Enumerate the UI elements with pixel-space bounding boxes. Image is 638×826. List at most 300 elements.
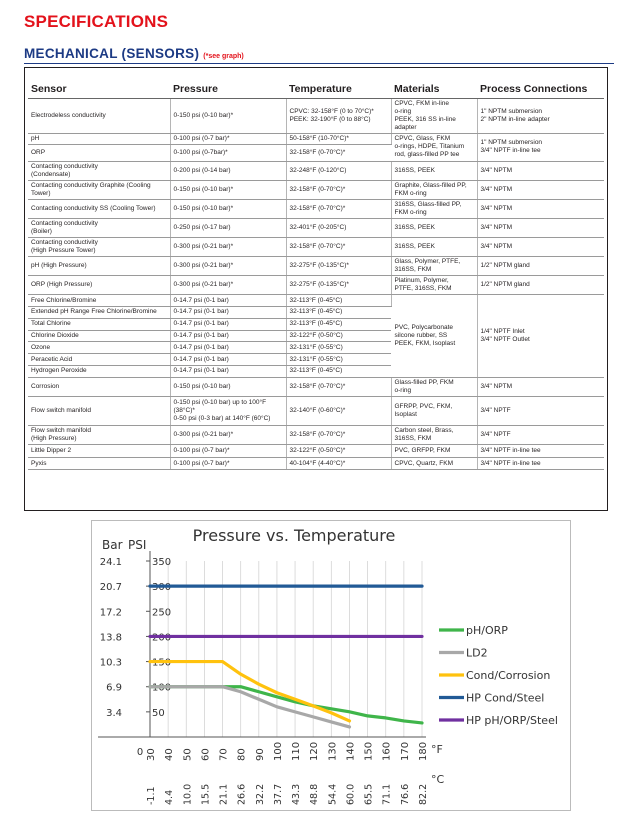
table-row [28, 181, 604, 200]
x-tick-label-f: 70 [218, 748, 230, 761]
y-axis-label-psi: PSI [128, 538, 147, 552]
y-tick-label-bar: 3.4 [106, 707, 122, 719]
chart-legend [439, 624, 558, 727]
pressure-cell-line: 0-300 psi (0-21 bar)* [173, 243, 234, 251]
table-row [28, 133, 604, 145]
sensor-cell-line: Ozone [31, 343, 51, 351]
temperature-cell-line: 32-113°F (0-45°C) [289, 296, 343, 304]
pressure-cell-line: 0-100 psi (0-7 bar)* [173, 459, 230, 467]
sensor-cell-line: (Condensate) [31, 171, 71, 179]
pressure-cell [170, 342, 286, 354]
chart-series [150, 586, 422, 727]
temperature-cell-line: 32-401°F (0-205°C) [289, 224, 347, 232]
materials-cell-line: adapter [394, 123, 417, 131]
pressure-cell-line: 0-14.7 psi (0-1 bar) [173, 343, 229, 351]
connections-cell [477, 295, 604, 378]
materials-cell-line: rod, glass-filled PP tee [394, 151, 460, 159]
sensor-cell [28, 145, 170, 162]
pressure-cell-line: 0-300 psi (0-21 bar)* [173, 281, 234, 289]
page-title: SPECIFICATIONS [24, 12, 169, 31]
y-tick-label-bar: 13.8 [99, 632, 122, 644]
section-note: (*see graph) [203, 53, 244, 60]
y-tick-label-bar: 24.1 [99, 557, 122, 568]
sensor-cell-line: Contacting conductivity SS (Cooling Tower) [31, 205, 156, 213]
table-row [28, 276, 604, 295]
connections-cell [477, 457, 604, 470]
pressure-cell [170, 354, 286, 366]
connections-cell-line: 3/4" NPTF [480, 406, 511, 414]
y-tick-label-bar: 10.3 [99, 657, 122, 669]
y-tick-label-bar: 20.7 [99, 582, 122, 594]
header-materials: Materials [391, 81, 477, 98]
sensor-cell [28, 162, 170, 181]
connections-cell-line: 3/4" NPTF in-line tee [480, 147, 541, 155]
temperature-cell-line: 32-131°F (0-55°C) [289, 355, 343, 363]
sensor-cell-line: Corrosion [31, 382, 60, 390]
materials-cell-line: Glass-filled PP, FKM [394, 378, 454, 386]
x-tick-label-c: 82.2 [418, 783, 429, 805]
sensor-cell [28, 98, 170, 133]
sensor-cell [28, 330, 170, 342]
pressure-cell [170, 377, 286, 396]
pressure-cell-line: 0-100 psi (0-7bar)* [173, 149, 228, 157]
connections-cell [477, 257, 604, 276]
temperature-cell [286, 162, 391, 181]
temperature-cell [286, 457, 391, 470]
connections-cell-line: 3/4" NPTF in-line tee [480, 446, 541, 454]
connections-cell-line: 1" NPTM submersion [480, 139, 543, 147]
materials-cell-line: o-ring [394, 386, 412, 394]
y-tick-label-psi: 250 [152, 607, 172, 619]
materials-cell-line: PEEK, 316 SS in-line [394, 115, 456, 123]
temperature-cell-line: 32-275°F (0-135°C)* [289, 281, 349, 289]
x-tick-label-f: 60 [200, 748, 212, 761]
connections-cell [477, 162, 604, 181]
connections-cell [477, 425, 604, 444]
sensor-cell [28, 181, 170, 200]
temperature-cell-line: 32-158°F (0-70°C)* [289, 382, 346, 390]
sensor-cell [28, 457, 170, 470]
pressure-cell-line: 0-150 psi (0-10 bar) up to 100°F [173, 398, 267, 406]
pressure-cell-line: 0-14.7 psi (0-1 bar) [173, 320, 229, 328]
sensor-cell-line: Flow switch manifold [31, 426, 91, 434]
sensor-cell-line: Pyxis [31, 459, 47, 467]
legend-label: HP Cond/Steel [466, 691, 545, 705]
sensor-cell-line: Free Chlorine/Bromine [31, 296, 97, 304]
connections-cell-line: 3/4" NPTM [480, 224, 513, 232]
table-row [28, 377, 604, 396]
connections-cell-line: 3/4" NPTF Outlet [480, 336, 530, 344]
pressure-cell [170, 276, 286, 295]
sensor-cell [28, 295, 170, 307]
x-tick-label-f: 110 [291, 741, 303, 761]
x-tick-label-f: 180 [418, 741, 429, 761]
connections-cell-line: 3/4" NPTM [480, 243, 513, 251]
connections-cell [477, 98, 604, 133]
sensor-cell-line: Little Dipper 2 [31, 446, 72, 454]
temperature-cell-line: 40-104°F (4-40°C)* [289, 459, 346, 467]
sensor-cell [28, 200, 170, 219]
y-tick-label-psi: 100 [152, 682, 172, 694]
connections-cell-line: 2" NPTM in-line adapter [480, 115, 550, 123]
connections-cell-line: 1/2" NPTM gland [480, 262, 530, 270]
temperature-cell [286, 257, 391, 276]
chart-axes [98, 551, 429, 805]
temperature-cell-line: 32-131°F (0-55°C) [289, 343, 343, 351]
materials-cell [391, 396, 477, 425]
sensor-cell-line: Contacting conductivity Graphite (Cooling [31, 182, 151, 190]
temperature-cell [286, 295, 391, 307]
materials-cell-line: CPVC, Glass, FKM [394, 135, 451, 143]
materials-cell-line: Graphite, Glass-filled PP, [394, 182, 467, 190]
x-axis-label-f: °F [431, 743, 443, 756]
pressure-cell-line: 0-250 psi (0-17 bar) [173, 224, 231, 232]
connections-cell [477, 276, 604, 295]
legend-label: LD2 [466, 646, 488, 660]
pressure-cell [170, 444, 286, 457]
pressure-cell-line: 0-14.7 psi (0-1 bar) [173, 296, 229, 304]
sensor-cell [28, 133, 170, 145]
x-tick-label-f: 170 [399, 741, 411, 761]
materials-cell [391, 238, 477, 257]
y-tick-label-psi: 0 [136, 747, 144, 758]
connections-cell [477, 219, 604, 238]
pressure-cell-line: (38°C)* [173, 406, 195, 414]
sensor-cell [28, 238, 170, 257]
materials-cell-line: FKM o-ring [394, 209, 427, 217]
x-tick-label-c: -1.1 [146, 786, 157, 805]
table-row [28, 219, 604, 238]
section-rule [24, 63, 614, 64]
pressure-cell-line: 0-300 psi (0-21 bar)* [173, 430, 234, 438]
pressure-cell-line: 0-14.7 psi (0-1 bar) [173, 367, 229, 375]
materials-cell-line: 316SS, PEEK [394, 224, 435, 232]
connections-cell [477, 444, 604, 457]
materials-cell [391, 162, 477, 181]
table-row [28, 238, 604, 257]
pressure-cell [170, 98, 286, 133]
materials-cell-line: PEEK, FKM, Isoplast [394, 340, 456, 348]
pressure-cell [170, 366, 286, 378]
x-tick-label-c: 48.8 [309, 783, 321, 805]
x-tick-label-f: 140 [345, 741, 357, 761]
connections-cell-line: 3/4" NPTM [480, 186, 513, 194]
sensor-cell-line: Electrodeless conductivity [31, 111, 106, 119]
y-tick-label-psi: 150 [152, 657, 172, 669]
chart-title: Pressure vs. Temperature [192, 526, 396, 545]
temperature-cell [286, 425, 391, 444]
pressure-cell-line: 0-200 psi (0-14 bar) [173, 167, 231, 175]
section-title-text: MECHANICAL (SENSORS) [24, 46, 200, 61]
materials-cell-line: o-ring [394, 107, 412, 115]
materials-cell-line: 316SS, FKM [394, 266, 432, 274]
x-tick-label-c: 32.2 [254, 783, 266, 805]
legend-label: pH/ORP [466, 624, 508, 637]
temperature-cell [286, 181, 391, 200]
connections-cell-line: 1/2" NPTM gland [480, 281, 530, 289]
connections-cell [477, 133, 604, 162]
temperature-cell [286, 238, 391, 257]
pressure-cell [170, 257, 286, 276]
x-tick-label-c: 37.7 [272, 783, 284, 805]
spec-table-box [24, 67, 608, 511]
sensor-cell-line: Tower) [31, 190, 51, 198]
pressure-cell-line: 0-150 psi (0-10 bar)* [173, 186, 234, 194]
temperature-cell-line: CPVC: 32-158°F (0 to 70°C)* [289, 107, 374, 115]
x-tick-label-f: 150 [363, 741, 375, 761]
temperature-cell [286, 98, 391, 133]
materials-cell [391, 98, 477, 133]
x-tick-label-c: 65.5 [363, 783, 375, 805]
connections-cell [477, 200, 604, 219]
pressure-temperature-chart [92, 521, 572, 812]
sensor-cell [28, 318, 170, 330]
table-row [28, 257, 604, 276]
materials-cell-line: Glass, Polymer, PTFE, [394, 258, 461, 266]
y-axis-label-bar: Bar [102, 538, 123, 552]
x-tick-label-f: 160 [381, 741, 393, 761]
x-tick-label-c: 21.1 [218, 783, 230, 805]
connections-cell-line: 1/4" NPTF Inlet [480, 328, 525, 336]
x-tick-label-c: 43.3 [291, 783, 303, 805]
table-body [28, 98, 604, 470]
sensor-cell-line: Contacting conductivity [31, 239, 98, 247]
pressure-cell-line: 0-150 psi (0-10 bar) [173, 382, 231, 390]
pressure-cell [170, 307, 286, 319]
sensor-cell-line: Contacting conductivity [31, 163, 98, 171]
temperature-cell-line: 32-158°F (0-70°C)* [289, 430, 346, 438]
x-tick-label-f: 120 [309, 741, 321, 761]
temperature-cell-line: 32-113°F (0-45°C) [289, 308, 343, 316]
chart-box [91, 520, 571, 811]
series-line-ph-orp [150, 687, 422, 723]
temperature-cell-line: 32-158°F (0-70°C)* [289, 243, 346, 251]
sensor-cell-line: (High Pressure) [31, 434, 77, 442]
header-process-connections: Process Connections [477, 81, 604, 98]
sensor-cell-line: Chlorine Dioxide [31, 332, 79, 340]
materials-cell [391, 181, 477, 200]
connections-cell [477, 238, 604, 257]
sensor-cell-line: (Boiler) [31, 228, 52, 236]
materials-cell [391, 133, 477, 162]
pressure-cell [170, 330, 286, 342]
x-tick-label-c: 4.4 [164, 789, 176, 805]
sensor-cell-line: Hydrogen Peroxide [31, 367, 87, 375]
x-tick-label-c: 10.0 [182, 783, 194, 805]
temperature-cell-line: 32-248°F (0-120°C) [289, 167, 347, 175]
temperature-cell [286, 444, 391, 457]
pressure-cell [170, 295, 286, 307]
temperature-cell [286, 307, 391, 319]
pressure-cell [170, 219, 286, 238]
pressure-cell [170, 318, 286, 330]
connections-cell-line: 3/4" NPTM [480, 205, 513, 213]
x-tick-label-c: 76.6 [399, 783, 411, 805]
connections-cell [477, 181, 604, 200]
materials-cell [391, 219, 477, 238]
pressure-cell [170, 145, 286, 162]
table-row [28, 457, 604, 470]
sensor-cell [28, 444, 170, 457]
x-tick-label-c: 71.1 [381, 783, 393, 805]
table-row [28, 425, 604, 444]
y-tick-label-bar: 17.2 [99, 607, 122, 619]
sensor-cell [28, 354, 170, 366]
materials-cell-line: PVC, Polycarbonate [394, 324, 454, 332]
header-sensor: Sensor [28, 81, 170, 98]
temperature-cell-line: 32-158°F (0-70°C)* [289, 205, 346, 213]
legend-label: Cond/Corrosion [466, 669, 551, 682]
materials-cell-line: PVC, GRFPP, FKM [394, 446, 451, 454]
temperature-cell-line: 32-275°F (0-135°C)* [289, 262, 349, 270]
legend-label: HP pH/ORP/Steel [466, 714, 558, 727]
series-line-cond-corrosion [150, 662, 349, 721]
x-axis-label-c: °C [431, 773, 445, 786]
temperature-cell-line: 32-113°F (0-45°C) [289, 367, 343, 375]
pressure-cell-line: 0-150 psi (0-10 bar)* [173, 111, 234, 119]
sensor-cell [28, 425, 170, 444]
connections-cell-line: 3/4" NPTM [480, 382, 513, 390]
pressure-cell-line: 0-14.7 psi (0-1 bar) [173, 308, 229, 316]
materials-cell-line: 316SS, PEEK [394, 167, 435, 175]
temperature-cell [286, 133, 391, 145]
temperature-cell-line: 32-113°F (0-45°C) [289, 320, 343, 328]
connections-cell [477, 396, 604, 425]
table-row [28, 162, 604, 181]
connections-cell-line: 1" NPTM submersion [480, 107, 543, 115]
y-tick-label-psi: 300 [152, 582, 172, 594]
spec-table [28, 81, 604, 470]
pressure-cell [170, 200, 286, 219]
sensor-cell [28, 377, 170, 396]
x-tick-label-f: 40 [164, 748, 176, 761]
x-tick-label-c: 26.6 [236, 783, 248, 805]
materials-cell-line: 316SS, FKM [394, 434, 432, 442]
materials-cell-line: CPVC, Quartz, FKM [394, 459, 454, 467]
sensor-cell-line: Flow switch manifold [31, 406, 91, 414]
pressure-cell [170, 162, 286, 181]
x-tick-label-f: 80 [236, 748, 248, 761]
x-tick-label-f: 30 [146, 748, 157, 761]
materials-cell [391, 276, 477, 295]
table-row [28, 98, 604, 133]
y-tick-label-psi: 350 [152, 557, 172, 568]
table-header-row [28, 81, 604, 98]
temperature-cell-line: 32-122°F (0-50°C)* [289, 446, 346, 454]
x-tick-label-f: 50 [182, 748, 194, 761]
temperature-cell-line: 32-140°F (0-60°C)* [289, 406, 346, 414]
pressure-cell [170, 181, 286, 200]
materials-cell-line: Platinum, Polymer, [394, 277, 449, 285]
sensor-cell [28, 307, 170, 319]
temperature-cell [286, 219, 391, 238]
sensor-cell-line: (High Pressure Tower) [31, 247, 96, 255]
x-tick-label-f: 90 [254, 748, 266, 761]
connections-cell-line: 3/4" NPTF [480, 430, 511, 438]
materials-cell [391, 457, 477, 470]
materials-cell-line: Isoplast [394, 410, 417, 418]
sensor-cell-line: Contacting conductivity [31, 220, 98, 228]
connections-cell-line: 3/4" NPTM [480, 167, 513, 175]
temperature-cell [286, 145, 391, 162]
temperature-cell [286, 330, 391, 342]
temperature-cell-line: 32-122°F (0-50°C) [289, 332, 343, 340]
temperature-cell [286, 342, 391, 354]
sensor-cell-line: ORP [31, 149, 46, 157]
pressure-cell-line: 0-14.7 psi (0-1 bar) [173, 355, 229, 363]
sensor-cell-line: ORP (High Pressure) [31, 281, 93, 289]
y-tick-label-bar: 6.9 [106, 682, 122, 694]
temperature-cell [286, 276, 391, 295]
sensor-cell [28, 276, 170, 295]
header-pressure: Pressure [170, 81, 286, 98]
table-row [28, 200, 604, 219]
table-row [28, 444, 604, 457]
pressure-cell [170, 238, 286, 257]
temperature-cell [286, 318, 391, 330]
x-tick-label-c: 54.4 [327, 783, 339, 805]
temperature-cell [286, 377, 391, 396]
y-tick-label-psi: 200 [152, 632, 172, 644]
connections-cell-line: 3/4" NPTF in-line tee [480, 459, 541, 467]
table-row [28, 295, 604, 307]
pressure-cell-line: 0-150 psi (0-10 bar)* [173, 205, 234, 213]
sensor-cell [28, 257, 170, 276]
sensor-cell-line: Extended pH Range Free Chlorine/Bromine [31, 308, 157, 316]
materials-cell-line: CPVC, FKM in-line [394, 99, 450, 107]
pressure-cell-line: 0-100 psi (0-7 bar)* [173, 134, 230, 142]
sensor-cell [28, 219, 170, 238]
pressure-cell-line: 0-100 psi (0-7 bar)* [173, 446, 230, 454]
materials-cell-line: PTFE, 316SS, FKM [394, 285, 452, 293]
sensor-cell [28, 366, 170, 378]
sensor-cell-line: Peracetic Acid [31, 355, 73, 363]
pressure-cell-line: 0-14.7 psi (0-1 bar) [173, 332, 229, 340]
temperature-cell-line: 32-158°F (0-70°C)* [289, 149, 346, 157]
materials-cell-line: 316SS, PEEK [394, 243, 435, 251]
materials-cell-line: 316SS, Glass-filled PP, [394, 201, 462, 209]
materials-cell-line: FKM o-ring [394, 190, 427, 198]
sensor-cell-line: pH (High Pressure) [31, 262, 87, 270]
temperature-cell [286, 200, 391, 219]
materials-cell [391, 444, 477, 457]
temperature-cell [286, 396, 391, 425]
materials-cell [391, 257, 477, 276]
table-row [28, 396, 604, 425]
pressure-cell [170, 457, 286, 470]
temperature-cell [286, 354, 391, 366]
materials-cell [391, 425, 477, 444]
materials-cell-line: silcone rubber, SS [394, 332, 448, 340]
pressure-cell [170, 425, 286, 444]
pressure-cell [170, 396, 286, 425]
pressure-cell-line: 0-300 psi (0-21 bar)* [173, 262, 234, 270]
temperature-cell-line: 50-158°F (10-70°C)* [289, 134, 349, 142]
temperature-cell [286, 366, 391, 378]
materials-cell-line: GFRPP, PVC, FKM, [394, 402, 453, 410]
temperature-cell-line: 32-158°F (0-70°C)* [289, 186, 346, 194]
sensor-cell-line: Total Chlorine [31, 320, 71, 328]
sensor-cell [28, 342, 170, 354]
x-tick-label-f: 130 [327, 741, 339, 761]
header-temperature: Temperature [286, 81, 391, 98]
x-tick-label-c: 15.5 [200, 783, 212, 805]
sensor-cell-line: pH [31, 134, 40, 142]
materials-cell [391, 377, 477, 396]
pressure-cell [170, 133, 286, 145]
section-title [24, 46, 244, 61]
connections-cell [477, 377, 604, 396]
